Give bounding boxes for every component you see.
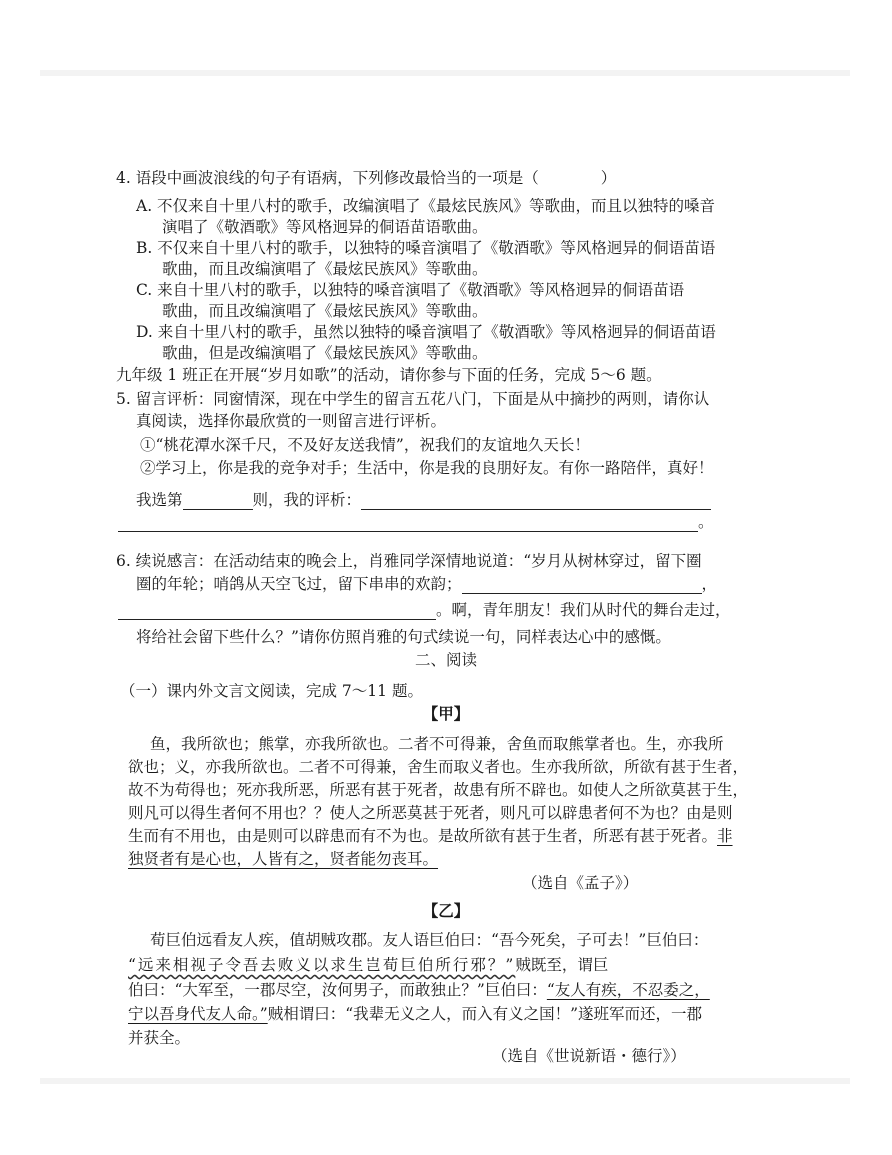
q5-choice-blank[interactable] [183, 493, 253, 510]
q4-stem: 4. 语段中画波浪线的句子有语病，下列修改最恰当的一项是（ ） [116, 169, 617, 187]
q5-answer-line [136, 490, 711, 510]
q5-message-1: ①“桃花潭水深千尺，不及好友送我情”，祝我们的友谊地久天长！ [140, 436, 590, 454]
q5-end-mark: 。 [698, 513, 714, 531]
section-title-reading: 二、阅读 [414, 651, 477, 669]
q4-option-d-line2: 歌曲，但是改编演唱了《最炫民族风》等歌曲。 [162, 344, 488, 362]
q4-option-a-line2: 演唱了《敬酒歌》等风格迥异的侗语苗语歌曲。 [162, 218, 488, 236]
q5-choose-label: 我选第 [136, 491, 183, 509]
yi-underlined-start: “友人有疾，不忍委之， [546, 981, 710, 999]
yi-source: （选自《世说新语・德行》） [492, 1047, 686, 1065]
q4-option-a-line1: A. 不仅来自十里八村的歌手，改编演唱了《最炫民族风》等歌曲，而且以独特的嗓音 [136, 197, 716, 215]
q6-line1: 6. 续说感言：在活动结束的晚会上，肖雅同学深情地说道：“岁月从树林穿过，留下圈 [116, 552, 702, 570]
passage-jia-title: 【甲】 [422, 704, 470, 723]
jia-line-5 [128, 826, 733, 846]
jia-line-4: 则凡可以得生者何不用也？？使人之所恶莫甚于死者，则凡可以辟患者何不为也？由是则 [128, 804, 733, 822]
q5-comment-blank-2[interactable] [118, 515, 698, 532]
q5-comment-label: 则，我的评析： [252, 491, 362, 509]
jia-line-2: 欲也；义，亦我所欲也。二者不可得兼，舍生而取义者也。生亦我所欲，所欲有甚于生者， [128, 758, 749, 776]
yi-wavy-sentence: “远来相视子令吾去败义以求生岂荀巨伯所行邪？” [128, 956, 516, 974]
q6-blank-2[interactable] [118, 603, 436, 620]
yi-line-4 [128, 1004, 702, 1024]
scan-smudge-top [40, 70, 850, 76]
yi-line-3 [128, 980, 710, 1000]
q4-option-c-line2: 歌曲，而且改编演唱了《最炫民族风》等歌曲。 [162, 302, 488, 320]
scan-smudge-bottom [40, 1078, 850, 1084]
yi-line-2 [128, 955, 608, 975]
jia-source: （选自《孟子》） [522, 874, 639, 892]
q6-line3-end: 。啊，青年朋友！我们从时代的舞台走过， [436, 601, 731, 619]
q5-comment-blank-1[interactable] [361, 493, 711, 510]
yi-line-5: 并获全。 [128, 1029, 191, 1047]
q5-line1: 5. 留言评析：同窗情深，现在中学生的留言五花八门，下面是从中摘抄的两则，请你认 [116, 390, 710, 408]
q4-option-b-line2: 歌曲，而且改编演唱了《最炫民族风》等歌曲。 [162, 260, 488, 278]
passage-yi-title: 【乙】 [422, 901, 470, 920]
yi-underlined-end: 宁以吾身代友人命。” [128, 1005, 268, 1023]
yi-line-2-rest: 贼既至，谓巨 [515, 956, 609, 974]
q5-line2: 真阅读，选择你最欣赏的一则留言进行评析。 [136, 412, 447, 430]
q6-line2-end: ， [701, 575, 718, 593]
jia-line-6-underlined: 独贤者有是心也，人皆有之，贤者能勿丧耳。 [128, 850, 439, 868]
q4-option-c-line1: C. 来自十里八村的歌手，以独特的嗓音演唱了《敬酒歌》等风格迥异的侗语苗语 [136, 281, 685, 299]
q6-line2-text: 圈的年轮；哨鸽从天空飞过，留下串串的欢韵； [136, 575, 462, 593]
q5-message-2: ②学习上，你是我的竞争对手；生活中，你是我的良朋好友。有你一路陪伴，真好！ [140, 459, 714, 477]
q6-line3 [118, 600, 731, 620]
intro-5-6: 九年级 1 班正在开展“岁月如歌”的活动，请你参与下面的任务，完成 5～6 题。 [116, 366, 662, 384]
q5-answer-line-2 [118, 512, 714, 532]
jia-line-1: 鱼，我所欲也；熊掌，亦我所欲也。二者不可得兼，舍鱼而取熊掌者也。生，亦我所 [150, 735, 724, 753]
yi-line-1: 荀巨伯远看友人疾，值胡贼攻郡。友人语巨伯曰：“吾今死矣，子可去！”巨伯曰： [150, 931, 709, 949]
jia-line-3: 故不为苟得也；死亦我所恶，所恶有甚于死者，故患有所不辟也。如使人之所欲莫甚于生， [128, 781, 749, 799]
yi-line-4-rest: 贼相谓曰：“我辈无义之人，而入有义之国！”遂班军而还，一郡 [267, 1005, 703, 1023]
part1-intro: （一）课内外文言文阅读，完成 7～11 题。 [120, 682, 423, 700]
q6-line4: 将给社会留下些什么？”请你仿照肖雅的句式续说一句，同样表达心中的感慨。 [136, 628, 671, 646]
q4-option-b-line1: B. 不仅来自十里八村的歌手，以独特的嗓音演唱了《敬酒歌》等风格迥异的侗语苗语 [136, 239, 716, 257]
jia-line-5-text: 生而有不用也，由是则可以辟患而有不为也。是故所欲有甚于生者，所恶有甚于死者。 [128, 827, 718, 845]
q6-line2 [136, 574, 717, 594]
q6-blank-1[interactable] [462, 577, 702, 594]
q4-option-d-line1: D. 来自十里八村的歌手，虽然以独特的嗓音演唱了《敬酒歌》等风格迥异的侗语苗语 [136, 323, 716, 341]
yi-line-3-text: 伯曰：“大军至，一郡尽空，汝何男子，而敢独止？”巨伯曰： [128, 981, 547, 999]
jia-underlined-start: 非 [717, 827, 733, 845]
